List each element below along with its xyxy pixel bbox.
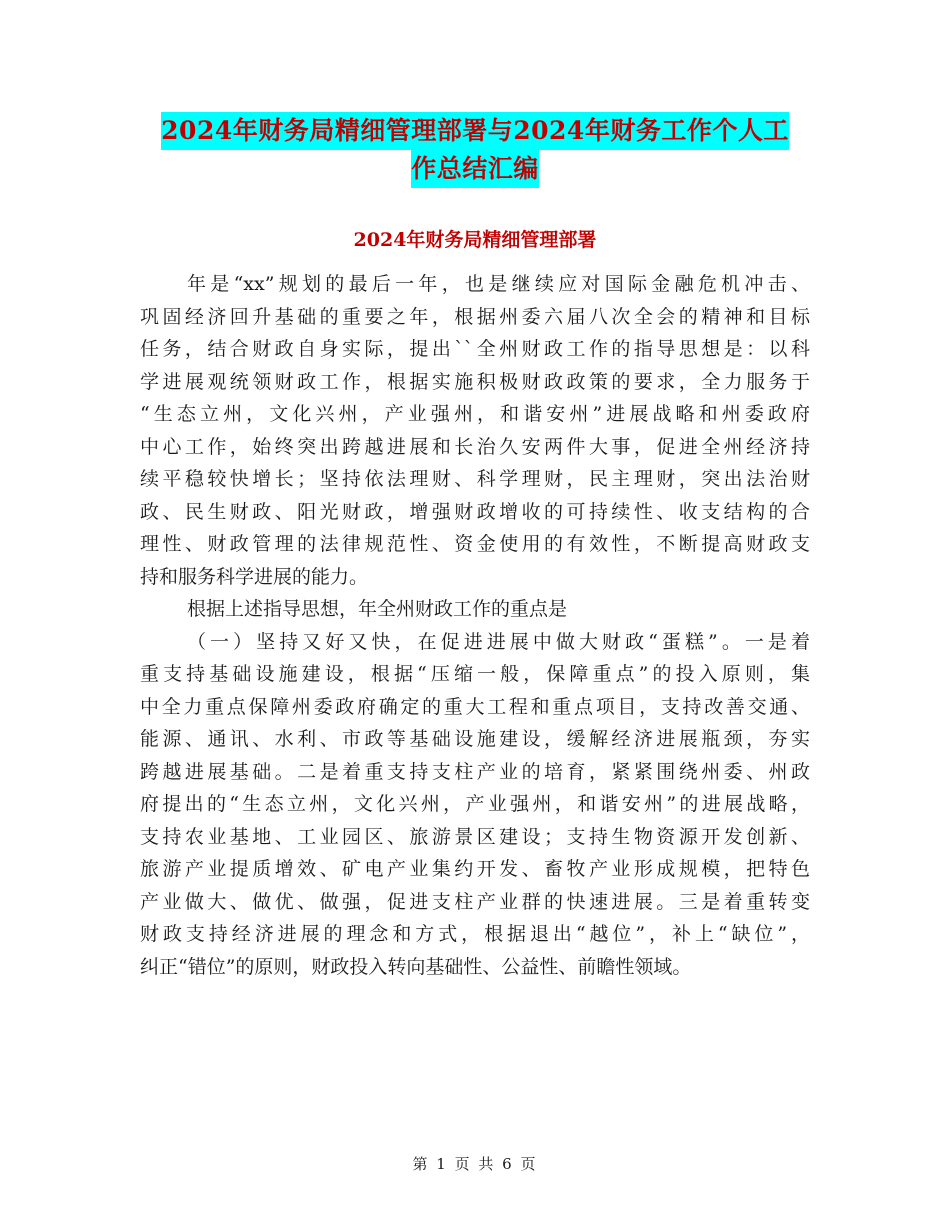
text-line: 年是“xx”规划的最后一年，也是继续应对国际金融危机冲击、 <box>187 273 810 295</box>
text-line: 巩固经济回升基础的重要之年，根据州委六届八次全会的精神和目标 <box>140 305 810 328</box>
text-line: 学进展观统领财政工作，根据实施积极财政政策的要求，全力服务于 <box>140 370 810 393</box>
text-line: 跨越进展基础。二是着重支持支柱产业的培育，紧紧围绕州委、州政 <box>140 760 810 783</box>
text-line: 任务，结合财政自身实际，提出``全州财政工作的指导思想是：以科 <box>140 338 810 360</box>
title-line: 作总结汇编 <box>411 150 539 188</box>
title-line: 2024年财务局精细管理部署与2024年财务工作个人工 <box>161 112 789 150</box>
text-line: （一）坚持又好又快，在促进进展中做大财政“蛋糕”。一是着 <box>187 630 810 653</box>
text-line: 根据上述指导思想，年全州财政工作的重点是 <box>187 598 568 620</box>
text-line: 重支持基础设施建设，根据“压缩一般，保障重点”的投入原则，集 <box>140 663 810 685</box>
text-line: 理性、财政管理的法律规范性、资金使用的有效性，不断提高财政支 <box>140 533 810 555</box>
page-number-footer: 第 1 页 共 6 页 <box>412 1155 538 1173</box>
text-line: 产业做大、做优、做强，促进支柱产业群的快速进展。三是着重转变 <box>140 890 810 913</box>
text-line: “生态立州，文化兴州，产业强州，和谐安州”进展战略和州委政府 <box>140 403 810 425</box>
section-heading: 2024年财务局精细管理部署 <box>353 229 597 251</box>
document-title <box>140 112 810 188</box>
text-line: 续平稳较快增长；坚持依法理财、科学理财，民主理财，突出法治财 <box>140 468 810 490</box>
text-line: 中心工作，始终突出跨越进展和长治久安两件大事，促进全州经济持 <box>140 435 810 458</box>
text-line: 持和服务科学进展的能力。 <box>140 565 369 588</box>
text-line: 纠正“错位”的原则，财政投入转向基础性、公益性、前瞻性领域。 <box>140 955 692 978</box>
text-line: 能源、通讯、水利、市政等基础设施建设，缓解经济进展瓶颈，夯实 <box>140 728 810 750</box>
text-line: 政、民生财政、阳光财政，增强财政增收的可持续性、收支结构的合 <box>140 500 810 523</box>
text-line: 支持农业基地、工业园区、旅游景区建设；支持生物资源开发创新、 <box>140 825 810 848</box>
text-line: 财政支持经济进展的理念和方式，根据退出“越位”，补上“缺位”， <box>140 923 810 945</box>
text-line: 中全力重点保障州委政府确定的重大工程和重点项目，支持改善交通、 <box>140 695 810 718</box>
document-body <box>140 268 810 983</box>
text-line: 府提出的“生态立州，文化兴州，产业强州，和谐安州”的进展战略， <box>140 793 810 815</box>
text-line: 旅游产业提质增效、矿电产业集约开发、畜牧产业形成规模，把特色 <box>140 858 810 880</box>
